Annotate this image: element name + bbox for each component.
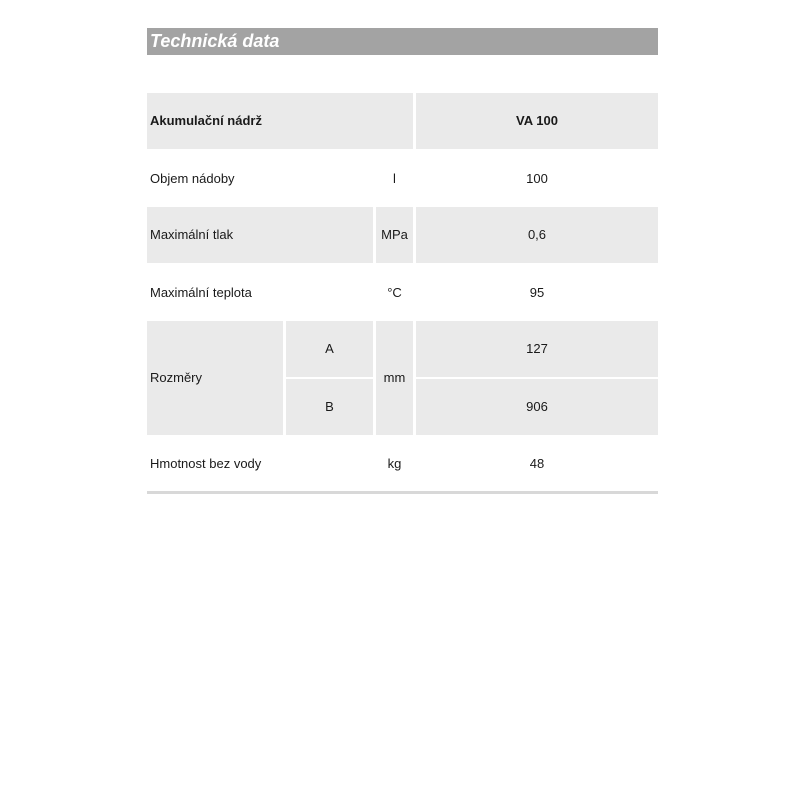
dimension-b-value: 906 [416,379,658,435]
technical-data-table [147,93,658,495]
volume-unit: l [393,170,396,186]
dimensions-unit: mm [376,321,413,435]
volume-label: Objem nádoby [150,170,235,186]
pressure-label: Maximální tlak [147,207,373,263]
header-model: VA 100 [416,93,658,149]
table-bottom-rule [147,491,658,494]
weight-value: 48 [529,455,545,471]
pressure-unit: MPa [376,207,413,263]
section-title: Technická data [150,31,280,51]
weight-unit: kg [387,455,402,471]
dimensions-label: Rozměry [147,321,283,435]
dimension-a-label: A [286,321,373,377]
dimension-b-label: B [286,379,373,435]
section-title-bar [147,28,658,55]
header-label: Akumulační nádrž [147,93,413,149]
weight-label: Hmotnost bez vody [150,455,262,471]
volume-value: 100 [526,170,548,186]
temperature-value: 95 [529,284,545,300]
pressure-value: 0,6 [416,207,658,263]
dimension-a-value: 127 [416,321,658,377]
temperature-unit: °C [387,284,402,300]
temperature-label: Maximální teplota [150,284,252,300]
